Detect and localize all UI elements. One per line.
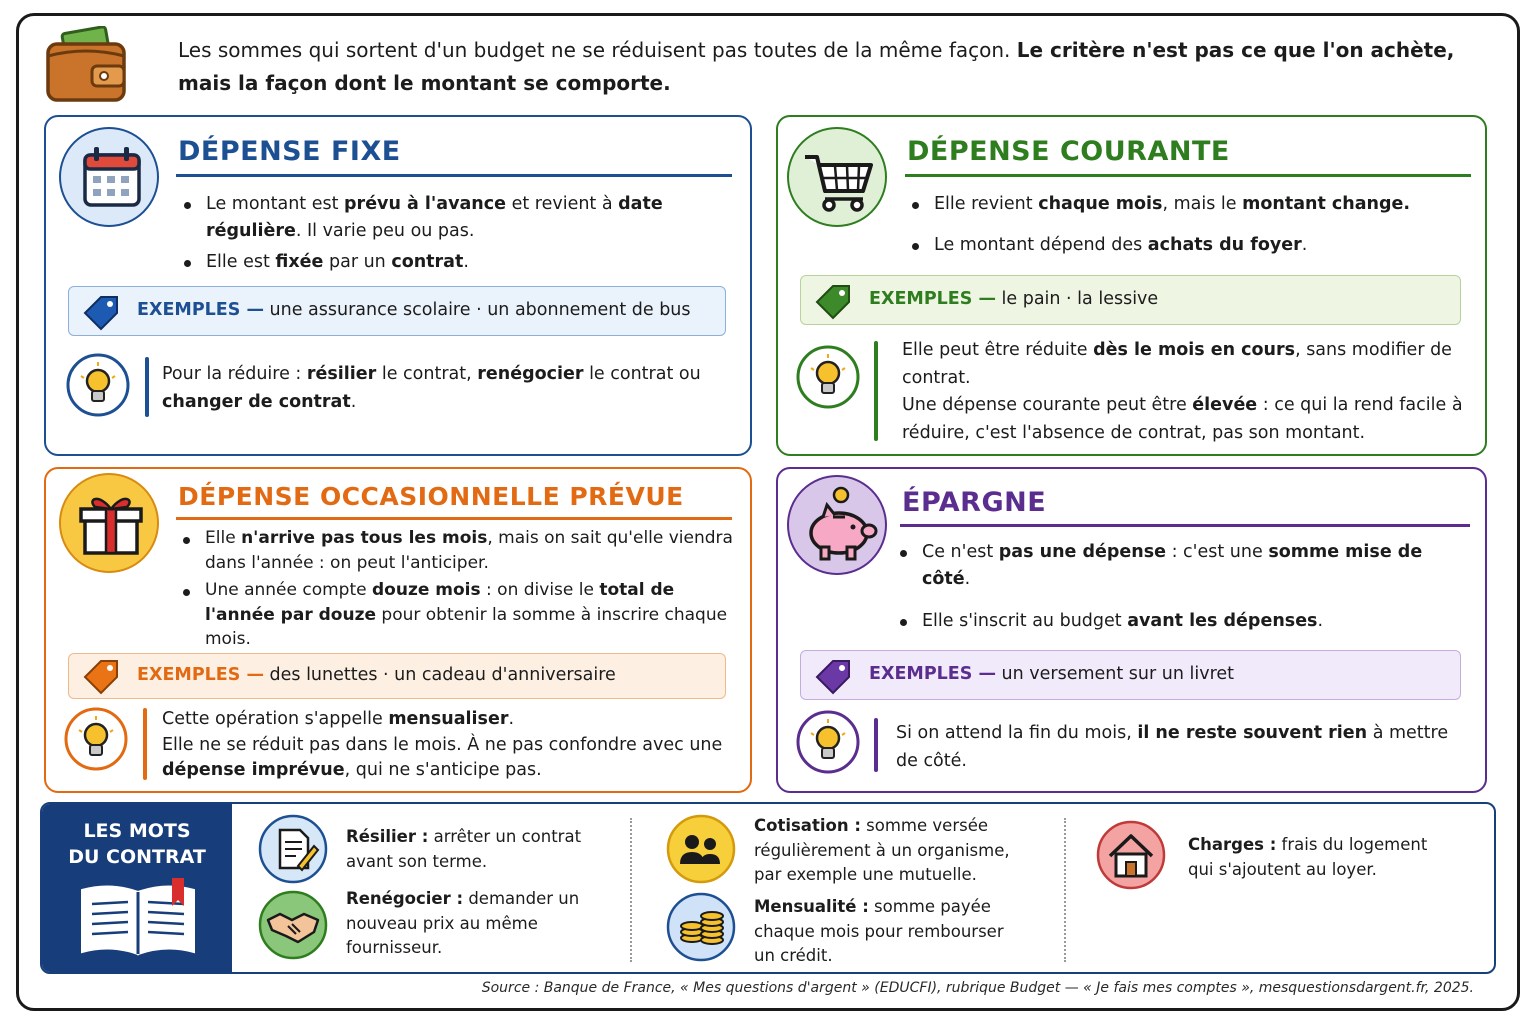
glossary-resilier: Résilier : arrêter un contrat avant son terme. xyxy=(346,827,582,871)
bullets-depense-courante xyxy=(906,191,1466,259)
title-rule xyxy=(176,174,732,177)
tag-icon xyxy=(813,282,855,320)
bullet: Ce n'est pas une dépense : c'est une somme mise de côté. xyxy=(894,539,1474,593)
tip-bar xyxy=(874,341,878,441)
tip-depense-occasionnelle: Cette opération s'appelle mensualiser. Elle ne se réduit pas dans le mois. À ne pas confondre avec une dépense imprévue, qui ne s'anticipe pas. xyxy=(162,709,723,780)
title-rule xyxy=(905,174,1471,177)
document-pen-icon xyxy=(258,814,328,884)
shopping-cart-icon xyxy=(787,127,887,227)
bullets-epargne xyxy=(894,539,1474,635)
title-depense-occasionnelle: DÉPENSE OCCASIONNELLE PRÉVUE xyxy=(178,482,684,511)
title-depense-courante: DÉPENSE COURANTE xyxy=(907,136,1230,167)
open-book-icon xyxy=(76,876,200,960)
handshake-icon xyxy=(258,890,328,960)
glossary-panel xyxy=(40,802,1496,974)
bullet: Elle revient chaque mois, mais le montant change. xyxy=(906,191,1466,218)
divider xyxy=(630,818,632,962)
bullet: Elle s'inscrit au budget avant les dépenses. xyxy=(894,608,1474,635)
title-epargne: ÉPARGNE xyxy=(902,487,1047,518)
intro-text: Les sommes qui sortent d'un budget ne se réduisent pas toutes de la même façon. Le critère n'est pas ce que l'on achète, mais la façon dont le montant se comporte. xyxy=(178,38,1455,95)
people-icon xyxy=(666,814,736,884)
examples-depense-occasionnelle: EXEMPLES — des lunettes · un cadeau d'anniversaire xyxy=(68,653,726,699)
examples-depense-courante: EXEMPLES — le pain · la lessive xyxy=(800,275,1461,325)
tip-bar xyxy=(145,357,149,417)
wallet-icon xyxy=(44,26,128,104)
glossary-cotisation: Cotisation : somme versée régulièrement à un organisme, par exemple une mutuelle. xyxy=(754,816,1010,884)
lightbulb-icon xyxy=(795,709,861,775)
divider xyxy=(1064,818,1066,962)
examples-depense-fixe: EXEMPLES — une assurance scolaire · un abonnement de bus xyxy=(68,286,726,336)
glossary-renegocier: Renégocier : demander un nouveau prix au même fournisseur. xyxy=(346,889,580,957)
tag-icon xyxy=(813,657,855,695)
bullet: Le montant dépend des achats du foyer. xyxy=(906,232,1466,259)
bullets-depense-fixe xyxy=(178,191,718,276)
piggy-bank-icon xyxy=(787,475,887,575)
bullet: Elle est fixée par un contrat. xyxy=(178,249,718,276)
glossary-mensualite: Mensualité : somme payée chaque mois pour rembourser un crédit. xyxy=(754,897,1004,965)
lightbulb-icon xyxy=(795,344,861,410)
tag-icon xyxy=(81,657,123,695)
glossary-header xyxy=(42,804,232,972)
bullets-depense-occasionnelle xyxy=(177,526,740,652)
title-rule xyxy=(900,524,1470,527)
calendar-icon xyxy=(59,127,159,227)
gift-icon xyxy=(59,473,159,573)
house-icon xyxy=(1096,820,1166,890)
bullet: Une année compte douze mois : on divise le total de l'année par douze pour obtenir la somme à inscrire chaque mois. xyxy=(177,578,740,652)
tip-depense-fixe: Pour la réduire : résilier le contrat, renégocier le contrat ou changer de contrat. xyxy=(162,364,701,412)
source-citation: Source : Banque de France, « Mes questions d'argent » (EDUCFI), rubrique Budget — « Je fais mes comptes », mesquestionsdargent.fr, 2025. xyxy=(481,980,1474,996)
glossary-title: LES MOTS DU CONTRAT xyxy=(68,820,206,868)
lightbulb-icon xyxy=(63,706,129,772)
title-rule xyxy=(176,517,732,520)
examples-epargne: EXEMPLES — un versement sur un livret xyxy=(800,650,1461,700)
tip-bar xyxy=(874,718,878,772)
bullet: Le montant est prévu à l'avance et revient à date régulière. Il varie peu ou pas. xyxy=(178,191,718,245)
bullet: Elle n'arrive pas tous les mois, mais on sait qu'elle viendra dans l'année : on peut l'anticiper. xyxy=(177,526,740,575)
glossary-charges: Charges : frais du logement qui s'ajoutent au loyer. xyxy=(1188,835,1428,879)
tip-bar xyxy=(143,708,147,780)
lightbulb-icon xyxy=(65,352,131,418)
title-depense-fixe: DÉPENSE FIXE xyxy=(178,136,401,167)
tip-depense-courante: Elle peut être réduite dès le mois en cours, sans modifier de contrat. Une dépense courante peut être élevée : ce qui la rend facile à réduire, c'est l'absence de contrat, pas son montant. xyxy=(902,340,1463,443)
coins-icon xyxy=(666,892,736,962)
tag-icon xyxy=(81,293,123,331)
tip-epargne: Si on attend la fin du mois, il ne reste souvent rien à mettre de côté. xyxy=(896,723,1449,771)
